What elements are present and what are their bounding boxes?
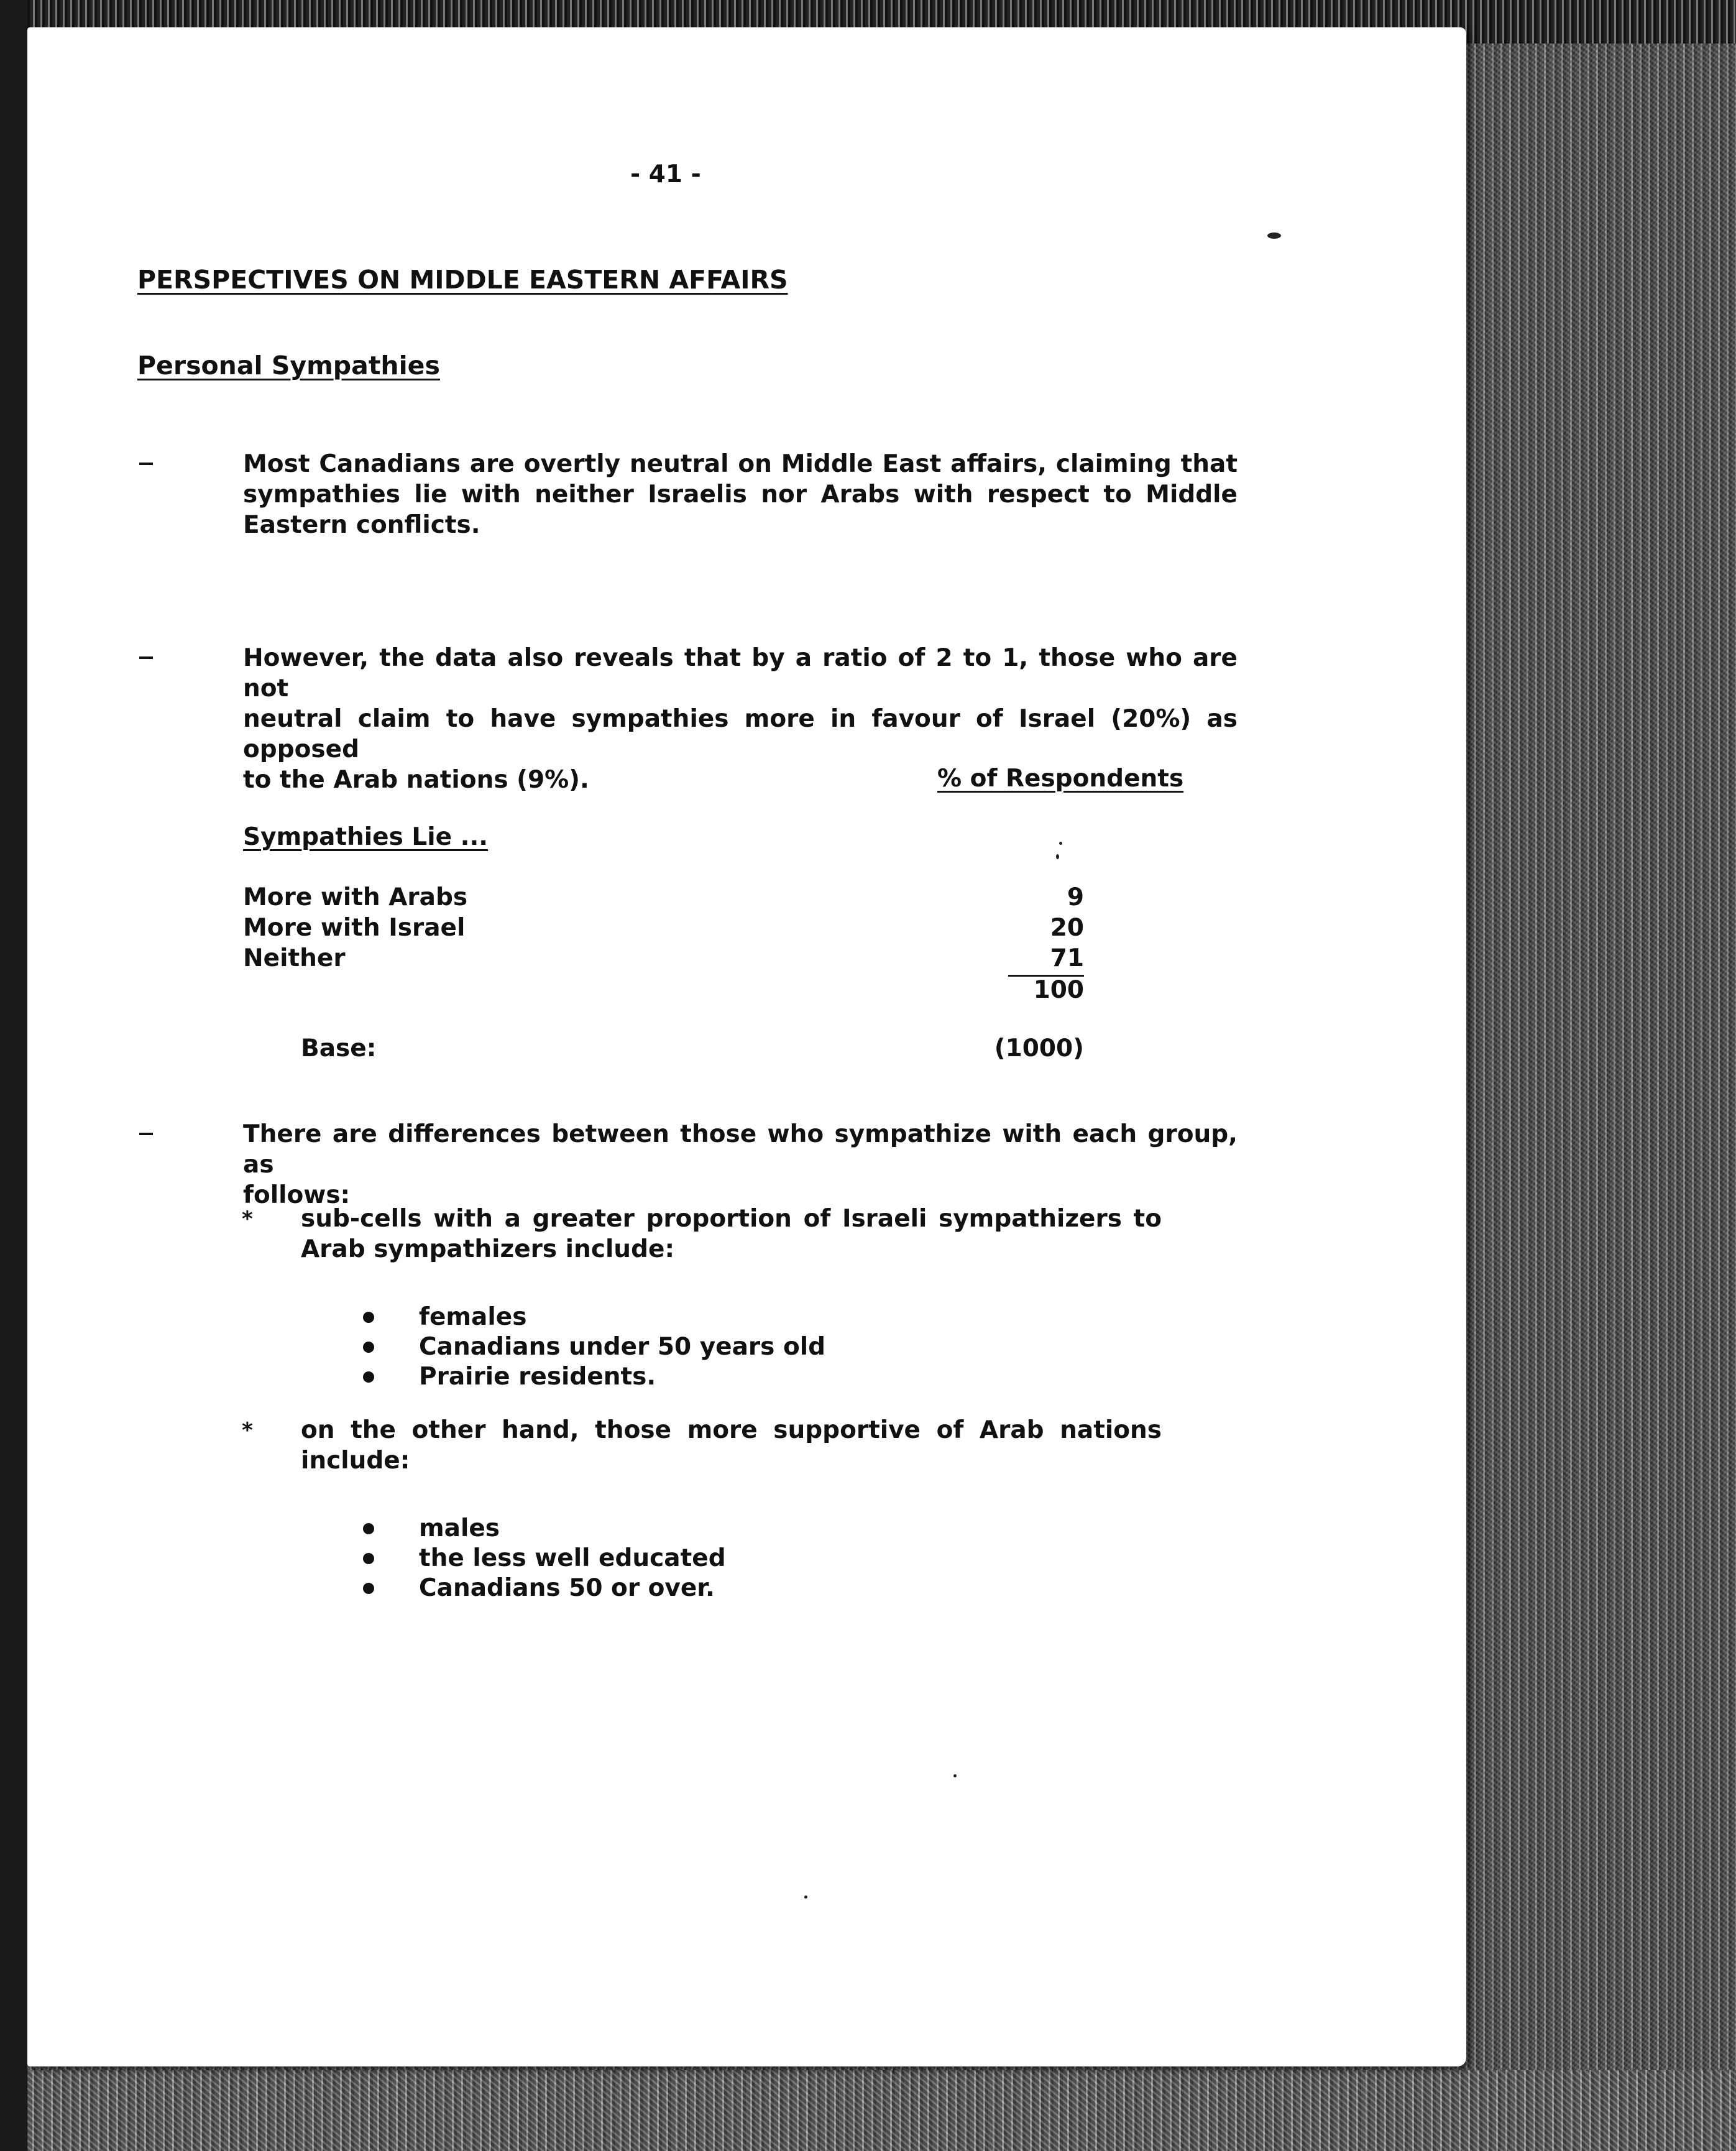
bullet-item: Canadians under 50 years old <box>419 1333 826 1361</box>
paragraph-line: follows: <box>243 1181 351 1209</box>
bullet-dot <box>363 1342 374 1353</box>
table-row-label: More with Israel <box>243 914 466 942</box>
section-heading: PERSPECTIVES ON MIDDLE EASTERN AFFAIRS <box>137 265 788 295</box>
table-row-label: Neither <box>243 944 346 972</box>
bullet-item: Prairie residents. <box>419 1363 656 1391</box>
bullet-item: Canadians 50 or over. <box>419 1574 715 1602</box>
sub-point-line: sub-cells with a greater proportion of Israeli sympathizers to <box>301 1205 1162 1233</box>
paragraph-line: Most Canadians are overtly neutral on Middle East affairs, claiming that <box>243 450 1238 478</box>
paragraph-line: Eastern conflicts. <box>243 511 480 539</box>
sub-point-line: include: <box>301 1447 410 1475</box>
subsection-heading: Personal Sympathies <box>137 351 440 380</box>
scan-bottom-border <box>0 2070 1736 2151</box>
bullet-dot <box>363 1523 374 1534</box>
asterisk-bullet: * <box>242 1207 253 1232</box>
sub-point-line: Arab sympathizers include: <box>301 1235 675 1263</box>
paragraph-line: However, the data also reveals that by a ratio of 2 to 1, those who are not <box>243 644 1238 702</box>
scan-speck <box>1267 233 1281 239</box>
page-number: - 41 - <box>630 160 701 188</box>
paragraph-line: There are differences between those who sympathize with each group, as <box>243 1120 1238 1179</box>
asterisk-bullet: * <box>242 1418 253 1443</box>
table-base-label: Base: <box>301 1034 377 1062</box>
scan-speck <box>1059 842 1062 845</box>
dash-bullet <box>139 463 153 465</box>
bullet-dot <box>363 1371 374 1383</box>
sub-point-2 <box>301 1415 1162 1476</box>
table-row-header: Sympathies Lie ... <box>243 823 489 851</box>
bullet-dot <box>363 1312 374 1323</box>
paragraph-3 <box>243 1119 1238 1210</box>
dash-bullet <box>139 656 153 659</box>
paragraph-line: sympathies lie with neither Israelis nor Arabs with respect to Middle <box>243 481 1238 509</box>
table-column-header: % of Respondents <box>937 765 1184 793</box>
bullet-item: females <box>419 1303 527 1331</box>
bullet-item: the less well educated <box>419 1544 726 1572</box>
bullet-item: males <box>419 1514 500 1542</box>
scan-left-edge <box>0 0 27 2151</box>
bullet-dot <box>363 1553 374 1564</box>
table-row-label: More with Arabs <box>243 883 468 911</box>
scan-speck <box>953 1774 957 1777</box>
scan-speck <box>804 1895 807 1899</box>
scan-speck <box>1056 854 1059 859</box>
bullet-dot <box>363 1583 374 1594</box>
paragraph-line: neutral claim to have sympathies more in favour of Israel (20%) as opposed <box>243 705 1238 763</box>
paragraph-line: to the Arab nations (9%). <box>243 766 589 794</box>
table-row-value: 71 <box>1050 944 1084 972</box>
dash-bullet <box>139 1133 153 1135</box>
sub-point-line: on the other hand, those more supportive of Arab nations <box>301 1416 1162 1444</box>
table-base-value: (1000) <box>994 1034 1084 1062</box>
sub-point-1 <box>301 1204 1162 1264</box>
table-row-value: 20 <box>1050 914 1084 942</box>
document-page <box>27 27 1466 2066</box>
table-row-value: 9 <box>1067 883 1084 911</box>
paragraph-1 <box>243 449 1238 540</box>
table-total: 100 <box>1033 976 1084 1004</box>
